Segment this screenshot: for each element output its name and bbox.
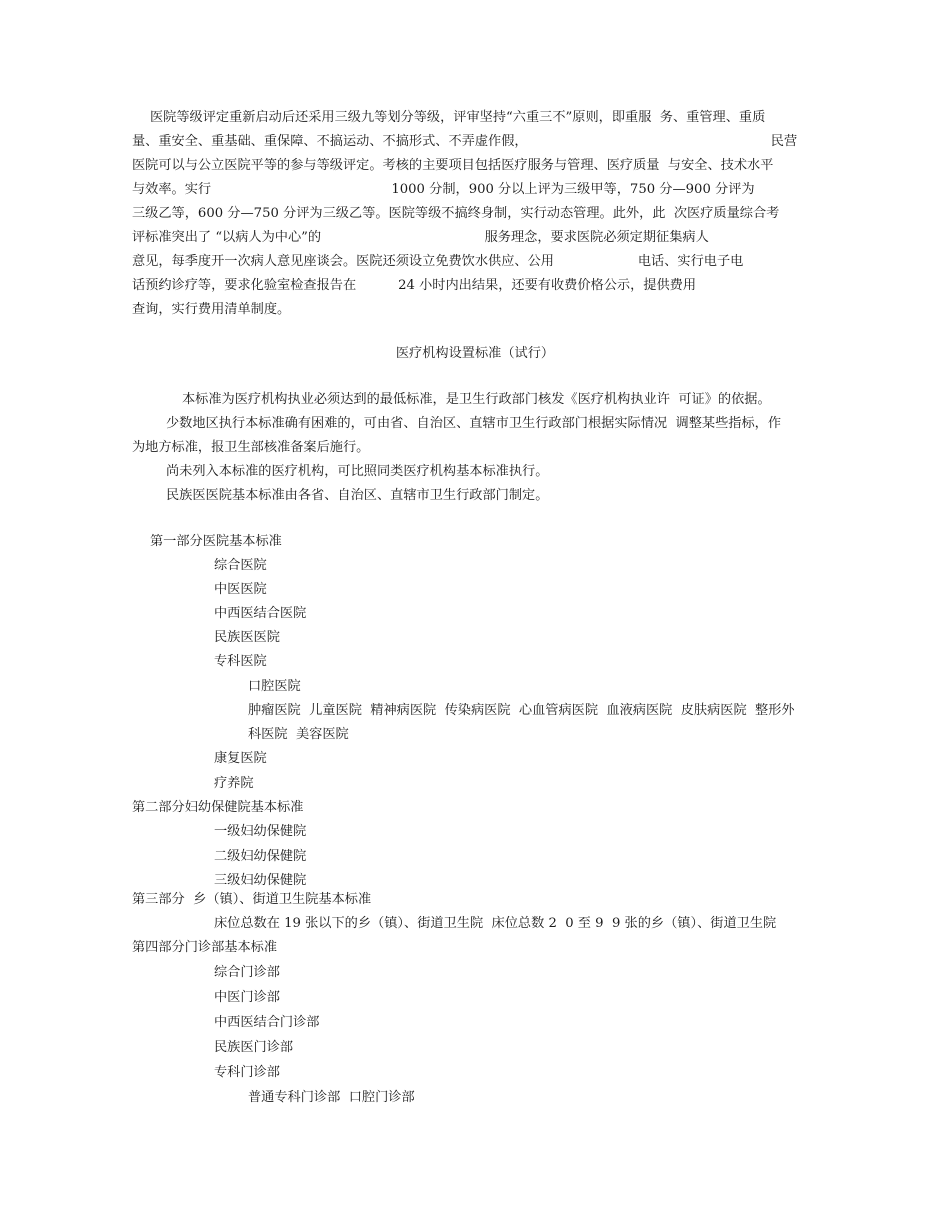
standard-para-3: 尚未列入本标准的医疗机构，可比照同类医疗机构基本标准执行。 [166, 464, 549, 479]
intro-line-4: 与效率。实行 1000 分制，900 分以上评为三级甲等，750 分—900 分评为 [132, 182, 755, 197]
part4-item: 中医门诊部 [214, 990, 280, 1005]
part4-item: 综合门诊部 [214, 965, 280, 980]
part1-item: 综合医院 [214, 558, 267, 573]
part4-item: 民族医门诊部 [214, 1040, 294, 1055]
part1-specialty-sub: 肿瘤医院 儿童医院 精神病医院 传染病医院 心血管病医院 血液病医院 皮肤病医院 整形外 [248, 703, 795, 718]
part2-item: 二级妇幼保健院 [214, 849, 307, 864]
part1-item: 中西医结合医院 [214, 606, 307, 621]
intro-line-8: 话预约诊疗等，要求化验室检查报告在 24 小时内出结果，还要有收费价格公示，提供费用 [132, 278, 697, 293]
part1-specialty-sub: 科医院 美容医院 [248, 727, 349, 742]
part4-item: 中西医结合门诊部 [214, 1015, 320, 1030]
intro-line-3: 医院可以与公立医院平等的参与等级评定。考核的主要项目包括医疗服务与管理、医疗质量 与安全、技术水平 [132, 158, 774, 173]
standard-para-1: 本标准为医疗机构执业必须达到的最低标准，是卫生行政部门核发《医疗机构执业许 可证》的依据。 [182, 392, 771, 407]
part1-item: 康复医院 [214, 751, 267, 766]
part4-specialty-sub: 普通专科门诊部 口腔门诊部 [248, 1090, 415, 1105]
intro-line-5: 三级乙等，600 分—750 分评为三级乙等。医院等级不搞终身制，实行动态管理。此外，此 次医疗质量综合考 [132, 206, 780, 221]
part2-item: 三级妇幼保健院 [214, 873, 307, 888]
intro-line-7: 意见，每季度开一次病人意见座谈会。医院还须设立免费饮水供应、公用 电话、实行电子电 [132, 254, 744, 269]
intro-line-1: 医院等级评定重新启动后还采用三级九等划分等级，评审坚持“六重三不”原则，即重服 务、重管理、重质 [150, 110, 766, 125]
part1-item: 民族医医院 [214, 630, 280, 645]
intro-line-6: 评标准突出了 “以病人为中心”的 服务理念，要求医院必须定期征集病人 [132, 230, 709, 245]
standard-para-2-line-2: 为地方标准，报卫生部核准备案后施行。 [132, 440, 370, 455]
part1-item: 中医医院 [214, 582, 267, 597]
part1-item: 专科医院 [214, 654, 267, 669]
part3-heading: 第三部分 乡（镇）、街道卫生院基本标准 [132, 892, 372, 907]
part1-item: 疗养院 [214, 776, 254, 791]
part1-heading: 第一部分医院基本标准 [150, 534, 282, 549]
part3-item: 床位总数在 19 张以下的乡（镇）、街道卫生院 床位总数 2 0 至 9 9 张的乡（镇）、街道卫生院 [214, 916, 777, 931]
part2-item: 一级妇幼保健院 [214, 824, 307, 839]
part2-heading: 第二部分妇幼保健院基本标准 [132, 800, 304, 815]
intro-line-2: 量、重安全、重基础、重保障、不搞运动、不搞形式、不弄虚作假， 民营 [132, 134, 798, 149]
standard-para-4: 民族医医院基本标准由各省、自治区、直辖市卫生行政部门制定。 [166, 488, 549, 503]
standard-title: 医疗机构设置标准（试行） [395, 346, 555, 361]
part4-heading: 第四部分门诊部基本标准 [132, 940, 278, 955]
part1-specialty-sub: 口腔医院 [248, 679, 301, 694]
part4-item: 专科门诊部 [214, 1065, 280, 1080]
standard-para-2-line-1: 少数地区执行本标准确有困难的，可由省、自治区、直辖市卫生行政部门根据实际情况 调整某些指标，作 [166, 416, 782, 431]
intro-line-9: 查询，实行费用清单制度。 [132, 302, 291, 317]
